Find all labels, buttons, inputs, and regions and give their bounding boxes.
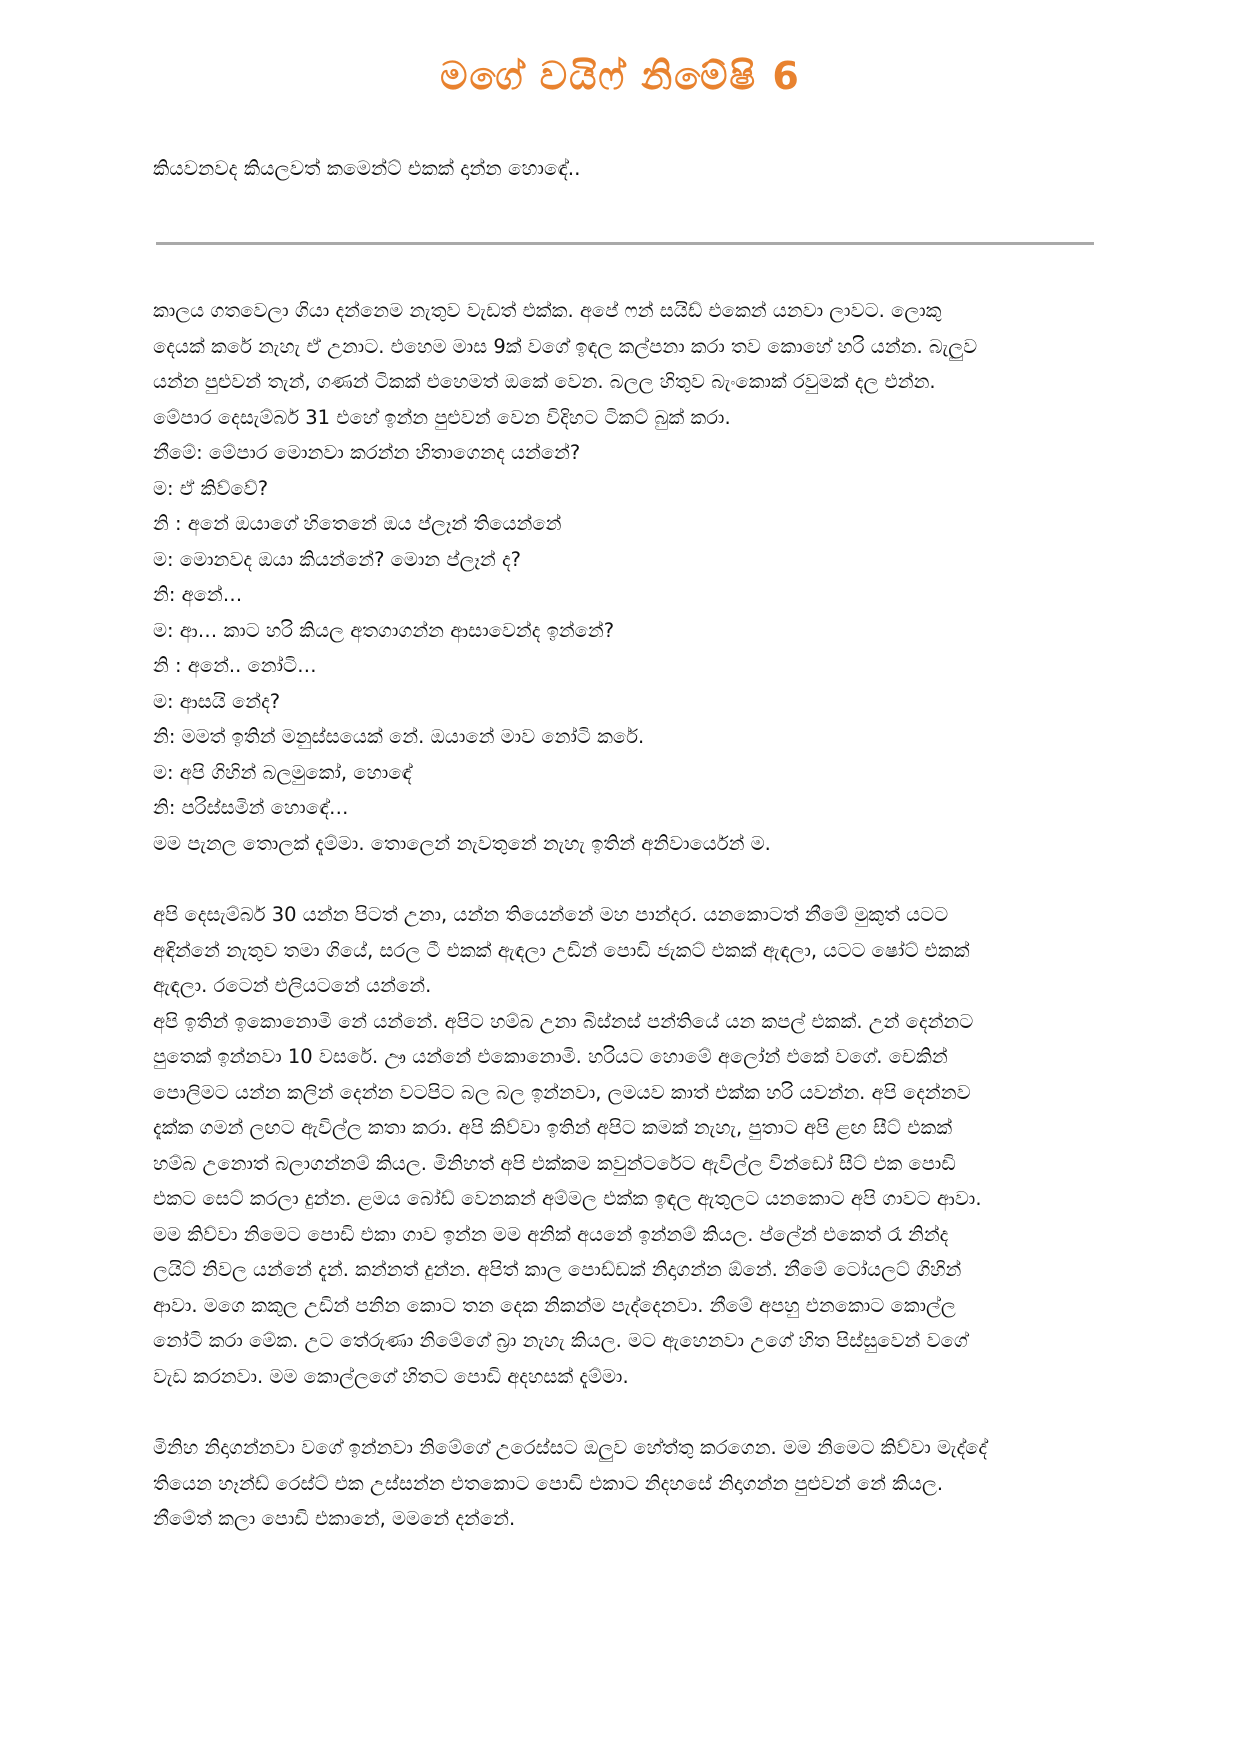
text-line: යන්න පුළුවන් තැන්, ගණන් ටිකක් එහෙමත් ඔකේ වෙන. බලල හිතුව බැංකොක් රවුමක් දල එන්න. [153,370,936,393]
text-line: නීමේත් කලා පොඩි එකානේ, මමනේ දන්නේ. [153,1507,516,1530]
text-line: ම: අපි ගිහින් බලමුකෝ, හොඳේ [153,760,412,784]
text-line: මිනිහ නිදාගන්නවා වගේ ඉන්නවා නිමේගේ උරෙස්සට ඔලුව හේත්තු කරගෙන. මම නිමෙට කිව්වා මැද්දේ [153,1436,988,1459]
text-line: නි: මමත් ඉතින් මනුස්සයෙක් නේ. ඔයානේ මාව නෝටි කරේ. [153,725,645,748]
text-line: දෙයක් කරේ නැහැ ඒ උනාට. එහෙම මාස 9ක් වගේ ඉඳල කල්පනා කරා තව කොහේ හරි යන්න. බැලුව [153,334,978,358]
text-line: එකට සෙට් කරලා දුන්න. ළමය බෝඩ් වෙනකන් අම්මල එක්ක ඉඳල ඇතුලට යනකොට අපි ගාවට ආවා. [153,1187,982,1210]
paragraph [153,293,1093,861]
text-line: කාලය ගතවෙලා ගියා දන්නෙම නැතුව වැඩත් එක්ක. අපේ ෆන් සයිඩ් එකෙන් යනවා ලාවට. ලොකු [153,299,942,322]
text-line: පුතෙක් ඉන්නවා 10 වසරේ. ඌ යන්නේ එකොනොමි. හරියට හොමේ අලෝන් එකේ වගේ. චෙකින් [153,1045,948,1068]
text-line: නි : අනේ.. නෝටි… [153,654,317,677]
text-line: තියෙන හෑන්ඩ් රෙස්ට් එක උස්සන්න එතකොට පොඩි එකාට නිදහසේ නිදාගන්න පුළුවන් නේ කියල. [153,1471,944,1495]
text-line: අපි දෙසැම්බර් 30 යන්න පිටත් උනා, යන්න තියෙන්නේ මහ පාන්දර. යනකොටත් නීමේ මුකුත් යටට [153,903,949,926]
text-line: නි: පරිස්සමින් හොඳේ… [153,796,349,819]
text-line: වැඩ කරනවා. මම කොල්ලගේ හිතට පොඩි අදහසක් දැම්මා. [153,1364,629,1388]
text-line: මේපාර දෙසැම්බර් 31 එහේ ඉන්න පුළුවන් වෙන විදිහට ටිකට් බුක් කරා. [153,405,731,429]
intro-text: කියවනවද කියලවත් කමෙන්ට් එකක් දාන්න හොඳේ.. [153,156,581,180]
text-line: ම: ආ… කාට හරි කියල අතගාගන්න ආසාවෙන්ද ඉන්නේ? [153,618,615,642]
text-line: දැක්ක ගමන් ලඟට ඇවිල්ල කතා කරා. අපි කිව්වා ඉතින් අපිට කමක් නැහැ, පුතාට අපි ළඟ සීට් එකක් [153,1116,953,1139]
text-line: නෝටි කරා මේක. උට තේරුණා නිමේගේ බ්‍රා නැහැ කියල. මට ඇහෙනවා උගේ හිත පිස්සුවෙන් වගේ [153,1329,968,1352]
text-line: ඇඳලා. රටෙන් එලියටනේ යන්නේ. [153,974,432,997]
divider-line [156,242,1094,245]
text-line: නි : අනේ ඔයාගේ හිතෙනේ ඔය ප්ලෑන් තියෙන්නේ [153,512,562,535]
text-line: මම කිව්වා නිමෙට පොඩි එකා ගාව ඉන්න මම අනික් අයනේ ඉන්නම් කියල. ප්ලේන් එකෙත් රෑ නින්ද [153,1222,949,1246]
text-line: අඳින්නේ නැතුව තමා ගියේ, සරල ටී එකක් ඇඳලා උඩින් පොඩි ජැකට් එකක් ඇඳලා, යටට ෂෝට් එකක් [153,938,970,962]
text-line: මම පැනල තොලක් දැම්මා. තොලෙන් නැවතුනේ නැහැ ඉතින් අනිවාර්යෙන් ම. [153,831,771,855]
page-title: මගේ වයිෆ් නිමේෂි 6 [440,54,801,98]
story-body [153,293,1093,1537]
text-line: අපි ඉතින් ඉකොනොමි නේ යන්නේ. අපිට හම්බ උනා බිස්නස් පන්තියේ යන කපල් එකක්. උන් දෙන්නට [153,1009,974,1033]
paragraph-gap [153,1394,1093,1430]
text-line: පොලිමට යන්න කලින් දෙන්න වටපිට බල බල ඉන්නවා, ලමයව කාත් එක්ක හරි යවන්න. අපි දෙන්නව [153,1080,971,1104]
text-line: ම: ඒ කිව්වේ? [153,476,269,500]
paragraph [153,897,1093,1394]
text-line: ම: මොනවද ඔයා කියන්නේ? මොන ප්ලෑන් ද? [153,547,521,571]
text-line: නි: අනේ… [153,583,243,606]
text-line: ලයිට් නිවල යන්නේ දැන්. කන්නත් දුන්න. අපිත් කාල පොඩ්ඩක් නිදාගන්න ඕනේ. නීමේ ටෝයලට් ගිහින් [153,1258,962,1281]
text-line: නීමේ: මේපාර මොනවා කරන්න හිතාගෙනද යන්නේ? [153,441,581,464]
paragraph-gap [153,861,1093,897]
paragraph [153,1430,1093,1537]
text-line: හම්බ උනොත් බලාගන්නම් කියල. මිනිහත් අපි එක්කම කවුන්ටරේට ඇවිල්ල වින්ඩෝ සීට් එක පොඩි [153,1151,956,1175]
text-line: ම: ආසයි නේද? [153,689,281,713]
text-line: ආවා. මගෙ කකුල උඩින් පනින කොට තන දෙක නිකන්ම පැද්දෙනවා. නීමේ අපහු එනකොට කොල්ල [153,1293,956,1317]
